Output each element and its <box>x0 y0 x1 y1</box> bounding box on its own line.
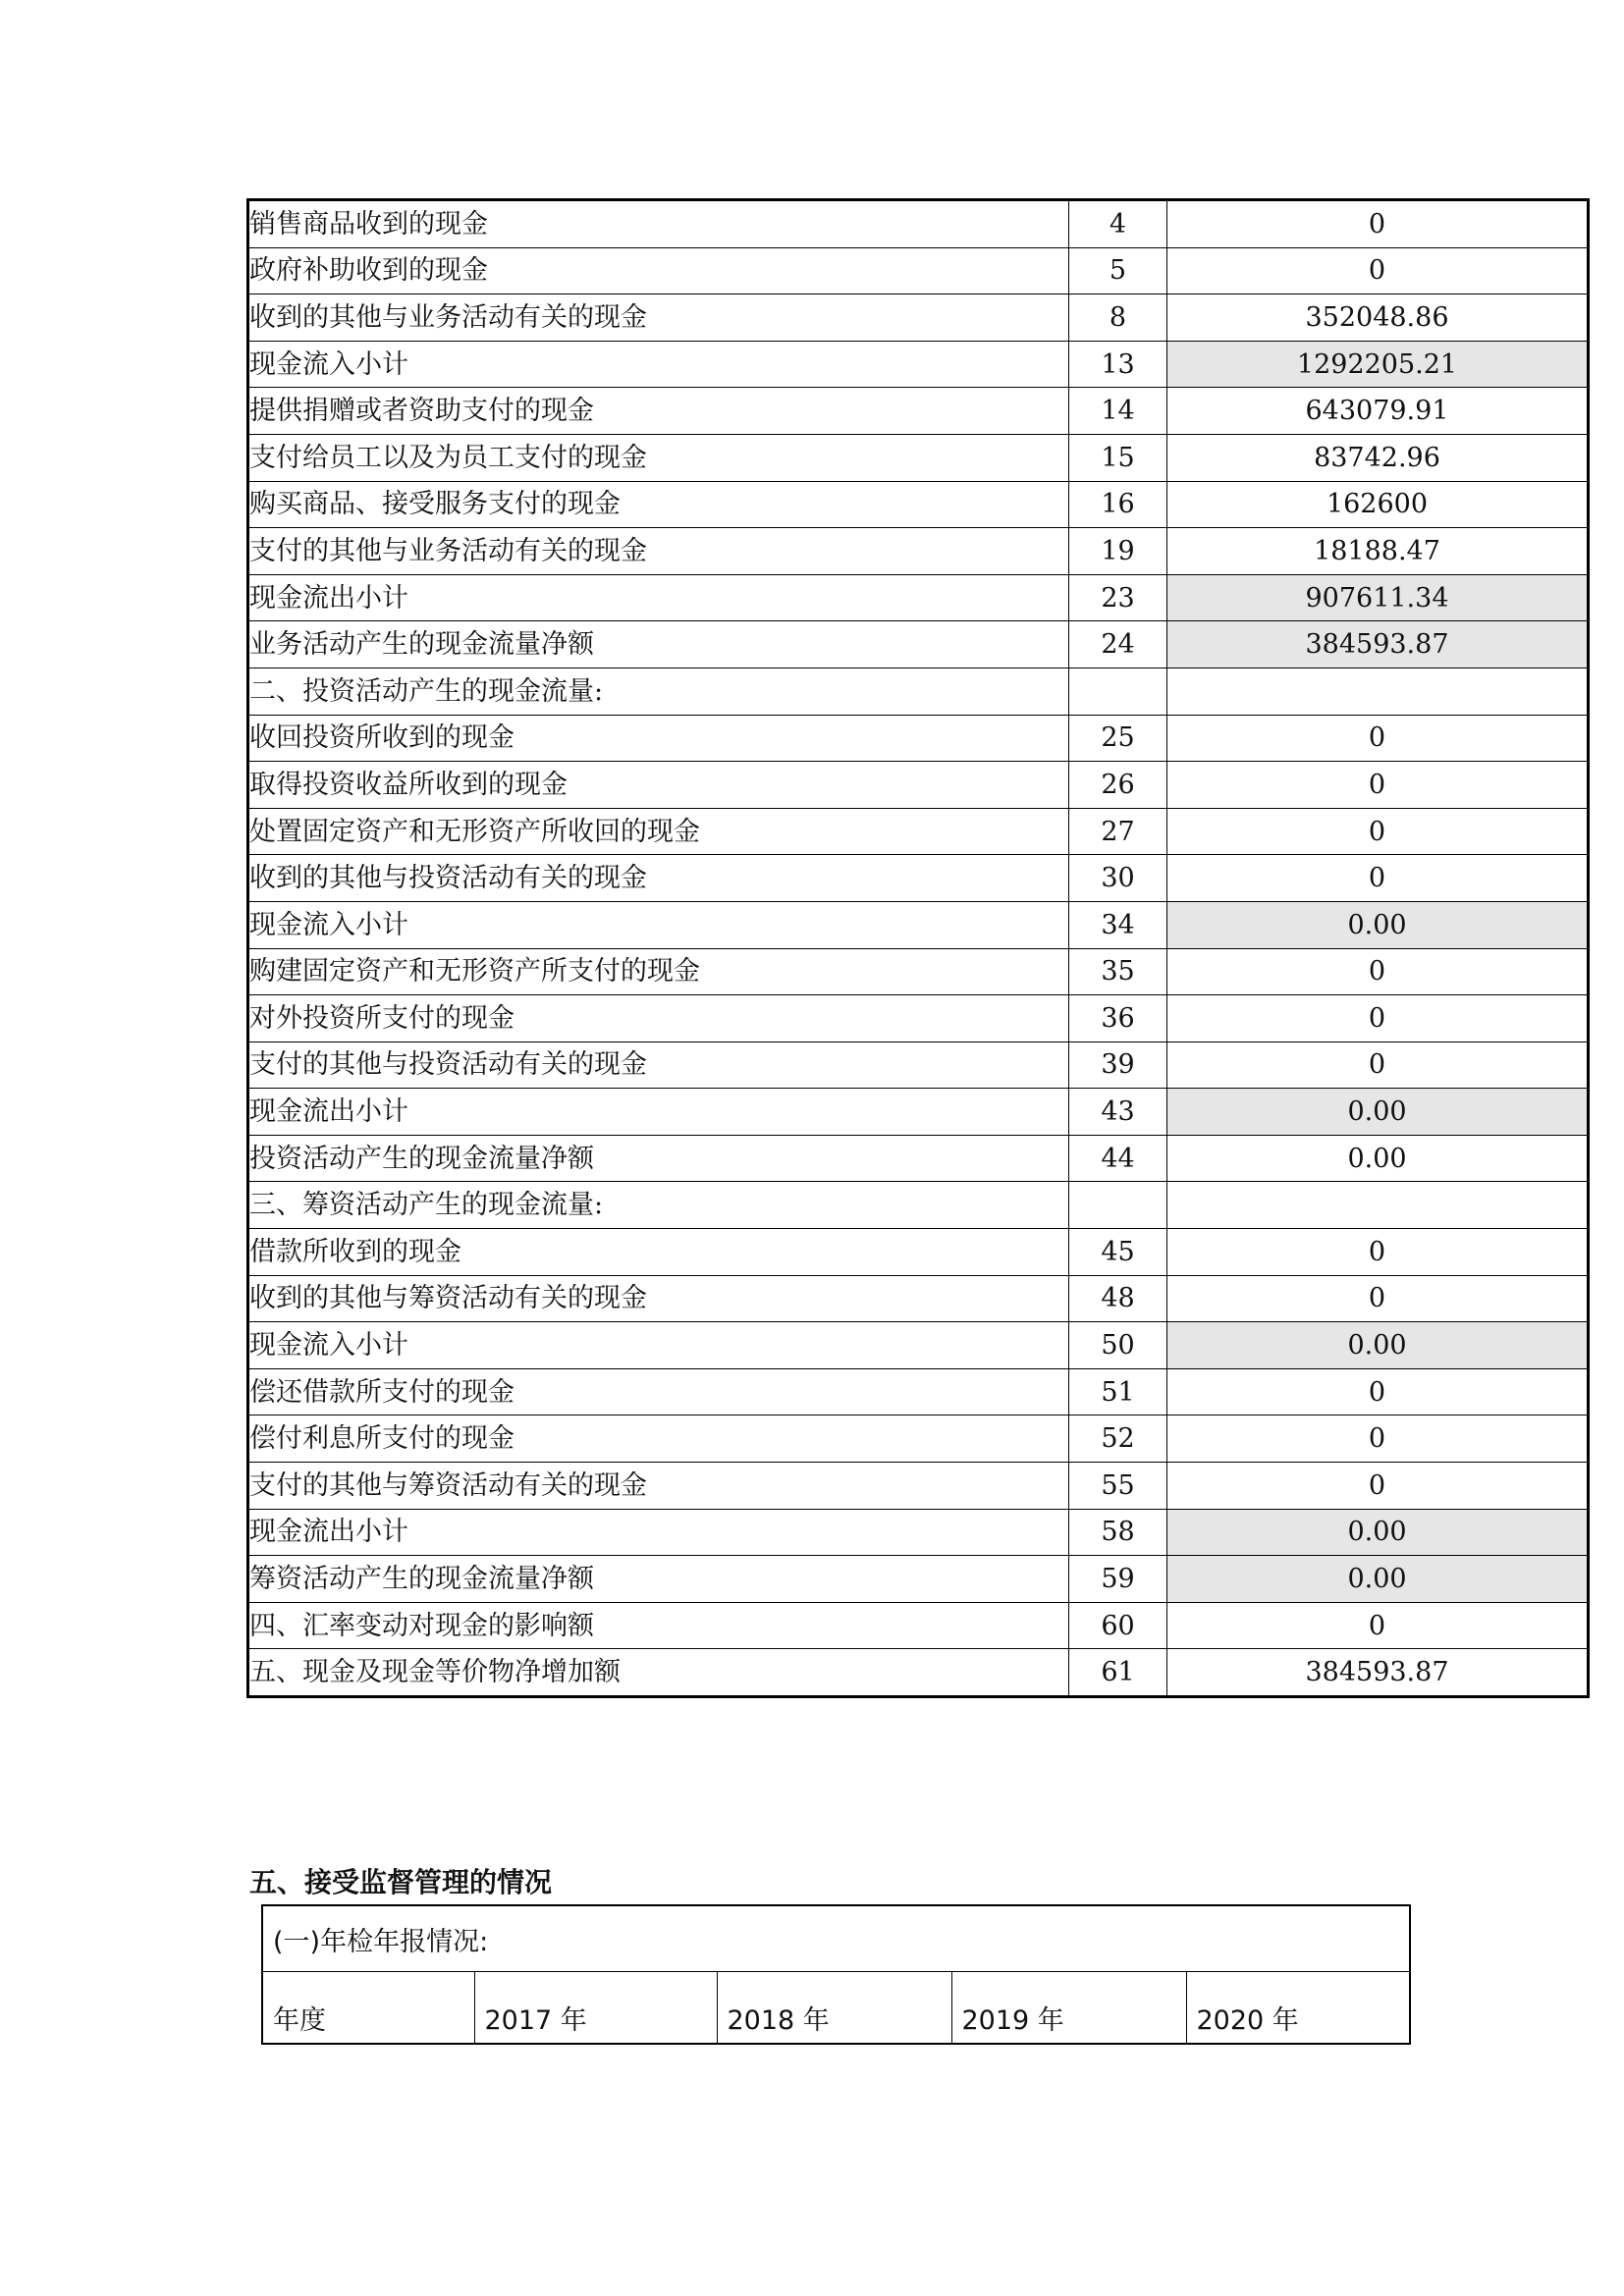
row-amount: 83742.96 <box>1167 434 1589 481</box>
row-amount: 0 <box>1167 1368 1589 1415</box>
row-number: 34 <box>1069 901 1167 948</box>
row-label: 现金流入小计 <box>248 341 1069 388</box>
row-label: 收到的其他与筹资活动有关的现金 <box>248 1275 1069 1322</box>
row-label: 收到的其他与投资活动有关的现金 <box>248 855 1069 902</box>
row-label: 投资活动产生的现金流量净额 <box>248 1135 1069 1182</box>
table-row <box>248 1229 1589 1276</box>
row-number: 26 <box>1069 762 1167 809</box>
row-label: 支付给员工以及为员工支付的现金 <box>248 434 1069 481</box>
row-label: 取得投资收益所收到的现金 <box>248 762 1069 809</box>
row-amount: 352048.86 <box>1167 294 1589 342</box>
row-number: 45 <box>1069 1229 1167 1276</box>
table-row <box>248 901 1589 948</box>
row-number: 5 <box>1069 247 1167 294</box>
row-amount: 0 <box>1167 855 1589 902</box>
row-amount: 0 <box>1167 715 1589 762</box>
row-number: 60 <box>1069 1602 1167 1649</box>
row-label: 现金流入小计 <box>248 1322 1069 1369</box>
row-amount: 0 <box>1167 995 1589 1042</box>
row-label: 筹资活动产生的现金流量净额 <box>248 1556 1069 1603</box>
row-label: 偿还借款所支付的现金 <box>248 1368 1069 1415</box>
row-label: 对外投资所支付的现金 <box>248 995 1069 1042</box>
row-amount: 0 <box>1167 1463 1589 1510</box>
row-number: 48 <box>1069 1275 1167 1322</box>
row-amount: 0 <box>1167 200 1589 248</box>
table-row <box>248 1089 1589 1136</box>
year-cell: 2018 年 <box>717 1972 951 2045</box>
row-label: 收回投资所收到的现金 <box>248 715 1069 762</box>
row-label: 业务活动产生的现金流量净额 <box>248 621 1069 668</box>
row-amount: 0 <box>1167 247 1589 294</box>
row-number <box>1069 667 1167 715</box>
row-amount: 0 <box>1167 1602 1589 1649</box>
table-row <box>248 294 1589 342</box>
row-label: 现金流出小计 <box>248 574 1069 621</box>
table-row <box>248 995 1589 1042</box>
row-number: 15 <box>1069 434 1167 481</box>
row-label: 支付的其他与业务活动有关的现金 <box>248 528 1069 575</box>
row-amount <box>1167 1182 1589 1229</box>
row-number: 55 <box>1069 1463 1167 1510</box>
table-row <box>248 1275 1589 1322</box>
row-amount: 0.00 <box>1167 1556 1589 1603</box>
table-row <box>248 948 1589 995</box>
row-number: 39 <box>1069 1041 1167 1089</box>
row-label: 销售商品收到的现金 <box>248 200 1069 248</box>
table-row <box>248 855 1589 902</box>
row-number: 51 <box>1069 1368 1167 1415</box>
row-amount: 1292205.21 <box>1167 341 1589 388</box>
table-row <box>248 808 1589 855</box>
row-amount: 18188.47 <box>1167 528 1589 575</box>
table-row <box>248 667 1589 715</box>
table-row <box>248 341 1589 388</box>
annual-inspection-table <box>261 1904 1411 2045</box>
row-amount: 0 <box>1167 1229 1589 1276</box>
table-row <box>248 1415 1589 1463</box>
row-amount: 162600 <box>1167 481 1589 528</box>
row-label: 借款所收到的现金 <box>248 1229 1069 1276</box>
year-cell: 2019 年 <box>951 1972 1186 2045</box>
table-row <box>248 434 1589 481</box>
row-number: 23 <box>1069 574 1167 621</box>
row-number: 4 <box>1069 200 1167 248</box>
row-amount: 0 <box>1167 1415 1589 1463</box>
table-row <box>248 247 1589 294</box>
row-label: 现金流入小计 <box>248 901 1069 948</box>
row-amount: 384593.87 <box>1167 1649 1589 1697</box>
row-amount: 0.00 <box>1167 1322 1589 1369</box>
row-number: 30 <box>1069 855 1167 902</box>
row-number: 16 <box>1069 481 1167 528</box>
row-amount: 0 <box>1167 1275 1589 1322</box>
row-number: 24 <box>1069 621 1167 668</box>
row-amount: 0 <box>1167 1041 1589 1089</box>
table-row <box>248 715 1589 762</box>
row-amount: 384593.87 <box>1167 621 1589 668</box>
row-label: 五、现金及现金等价物净增加额 <box>248 1649 1069 1697</box>
row-number: 27 <box>1069 808 1167 855</box>
row-amount: 0 <box>1167 948 1589 995</box>
row-amount: 0.00 <box>1167 901 1589 948</box>
table-row <box>248 621 1589 668</box>
row-label: 现金流出小计 <box>248 1509 1069 1556</box>
row-number: 13 <box>1069 341 1167 388</box>
table-row <box>248 1041 1589 1089</box>
cash-flow-table-body <box>248 200 1589 1697</box>
row-label: 三、筹资活动产生的现金流量: <box>248 1182 1069 1229</box>
row-amount <box>1167 667 1589 715</box>
row-number: 61 <box>1069 1649 1167 1697</box>
row-label: 二、投资活动产生的现金流量: <box>248 667 1069 715</box>
row-number: 52 <box>1069 1415 1167 1463</box>
table-row <box>248 1322 1589 1369</box>
row-number: 14 <box>1069 388 1167 435</box>
table-row <box>248 528 1589 575</box>
row-label: 现金流出小计 <box>248 1089 1069 1136</box>
annual-inspection-label: (一)年检年报情况: <box>262 1905 1410 1972</box>
row-amount: 0.00 <box>1167 1509 1589 1556</box>
table-row <box>248 1368 1589 1415</box>
table-row <box>248 1649 1589 1697</box>
row-label: 四、汇率变动对现金的影响额 <box>248 1602 1069 1649</box>
row-amount: 643079.91 <box>1167 388 1589 435</box>
row-number: 25 <box>1069 715 1167 762</box>
table-row <box>248 1556 1589 1603</box>
row-label: 支付的其他与筹资活动有关的现金 <box>248 1463 1069 1510</box>
row-number <box>1069 1182 1167 1229</box>
year-cell: 2020 年 <box>1186 1972 1410 2045</box>
table-row <box>248 1602 1589 1649</box>
row-label: 购建固定资产和无形资产所支付的现金 <box>248 948 1069 995</box>
row-number: 44 <box>1069 1135 1167 1182</box>
row-label: 支付的其他与投资活动有关的现金 <box>248 1041 1069 1089</box>
row-label: 收到的其他与业务活动有关的现金 <box>248 294 1069 342</box>
row-number: 58 <box>1069 1509 1167 1556</box>
annual-inspection-year-row <box>262 1972 1410 2045</box>
table-row <box>248 388 1589 435</box>
row-number: 43 <box>1069 1089 1167 1136</box>
cash-flow-table <box>246 198 1590 1698</box>
year-cell: 2017 年 <box>474 1972 717 2045</box>
row-label: 购买商品、接受服务支付的现金 <box>248 481 1069 528</box>
row-label: 处置固定资产和无形资产所收回的现金 <box>248 808 1069 855</box>
row-number: 35 <box>1069 948 1167 995</box>
table-row <box>248 481 1589 528</box>
table-row <box>248 574 1589 621</box>
table-row <box>248 1182 1589 1229</box>
row-number: 59 <box>1069 1556 1167 1603</box>
row-amount: 907611.34 <box>1167 574 1589 621</box>
row-number: 8 <box>1069 294 1167 342</box>
table-row <box>248 200 1589 248</box>
row-number: 19 <box>1069 528 1167 575</box>
row-amount: 0 <box>1167 762 1589 809</box>
annual-inspection-header-row <box>262 1905 1410 1972</box>
row-amount: 0.00 <box>1167 1135 1589 1182</box>
row-number: 36 <box>1069 995 1167 1042</box>
row-label: 提供捐赠或者资助支付的现金 <box>248 388 1069 435</box>
table-row <box>248 1135 1589 1182</box>
row-amount: 0 <box>1167 808 1589 855</box>
table-row <box>248 1509 1589 1556</box>
section-5-title: 五、接受监督管理的情况 <box>249 1866 553 1898</box>
row-label: 政府补助收到的现金 <box>248 247 1069 294</box>
row-label: 偿付利息所支付的现金 <box>248 1415 1069 1463</box>
table-row <box>248 1463 1589 1510</box>
row-number: 50 <box>1069 1322 1167 1369</box>
row-amount: 0.00 <box>1167 1089 1589 1136</box>
year-header-cell: 年度 <box>262 1972 474 2045</box>
table-row <box>248 762 1589 809</box>
